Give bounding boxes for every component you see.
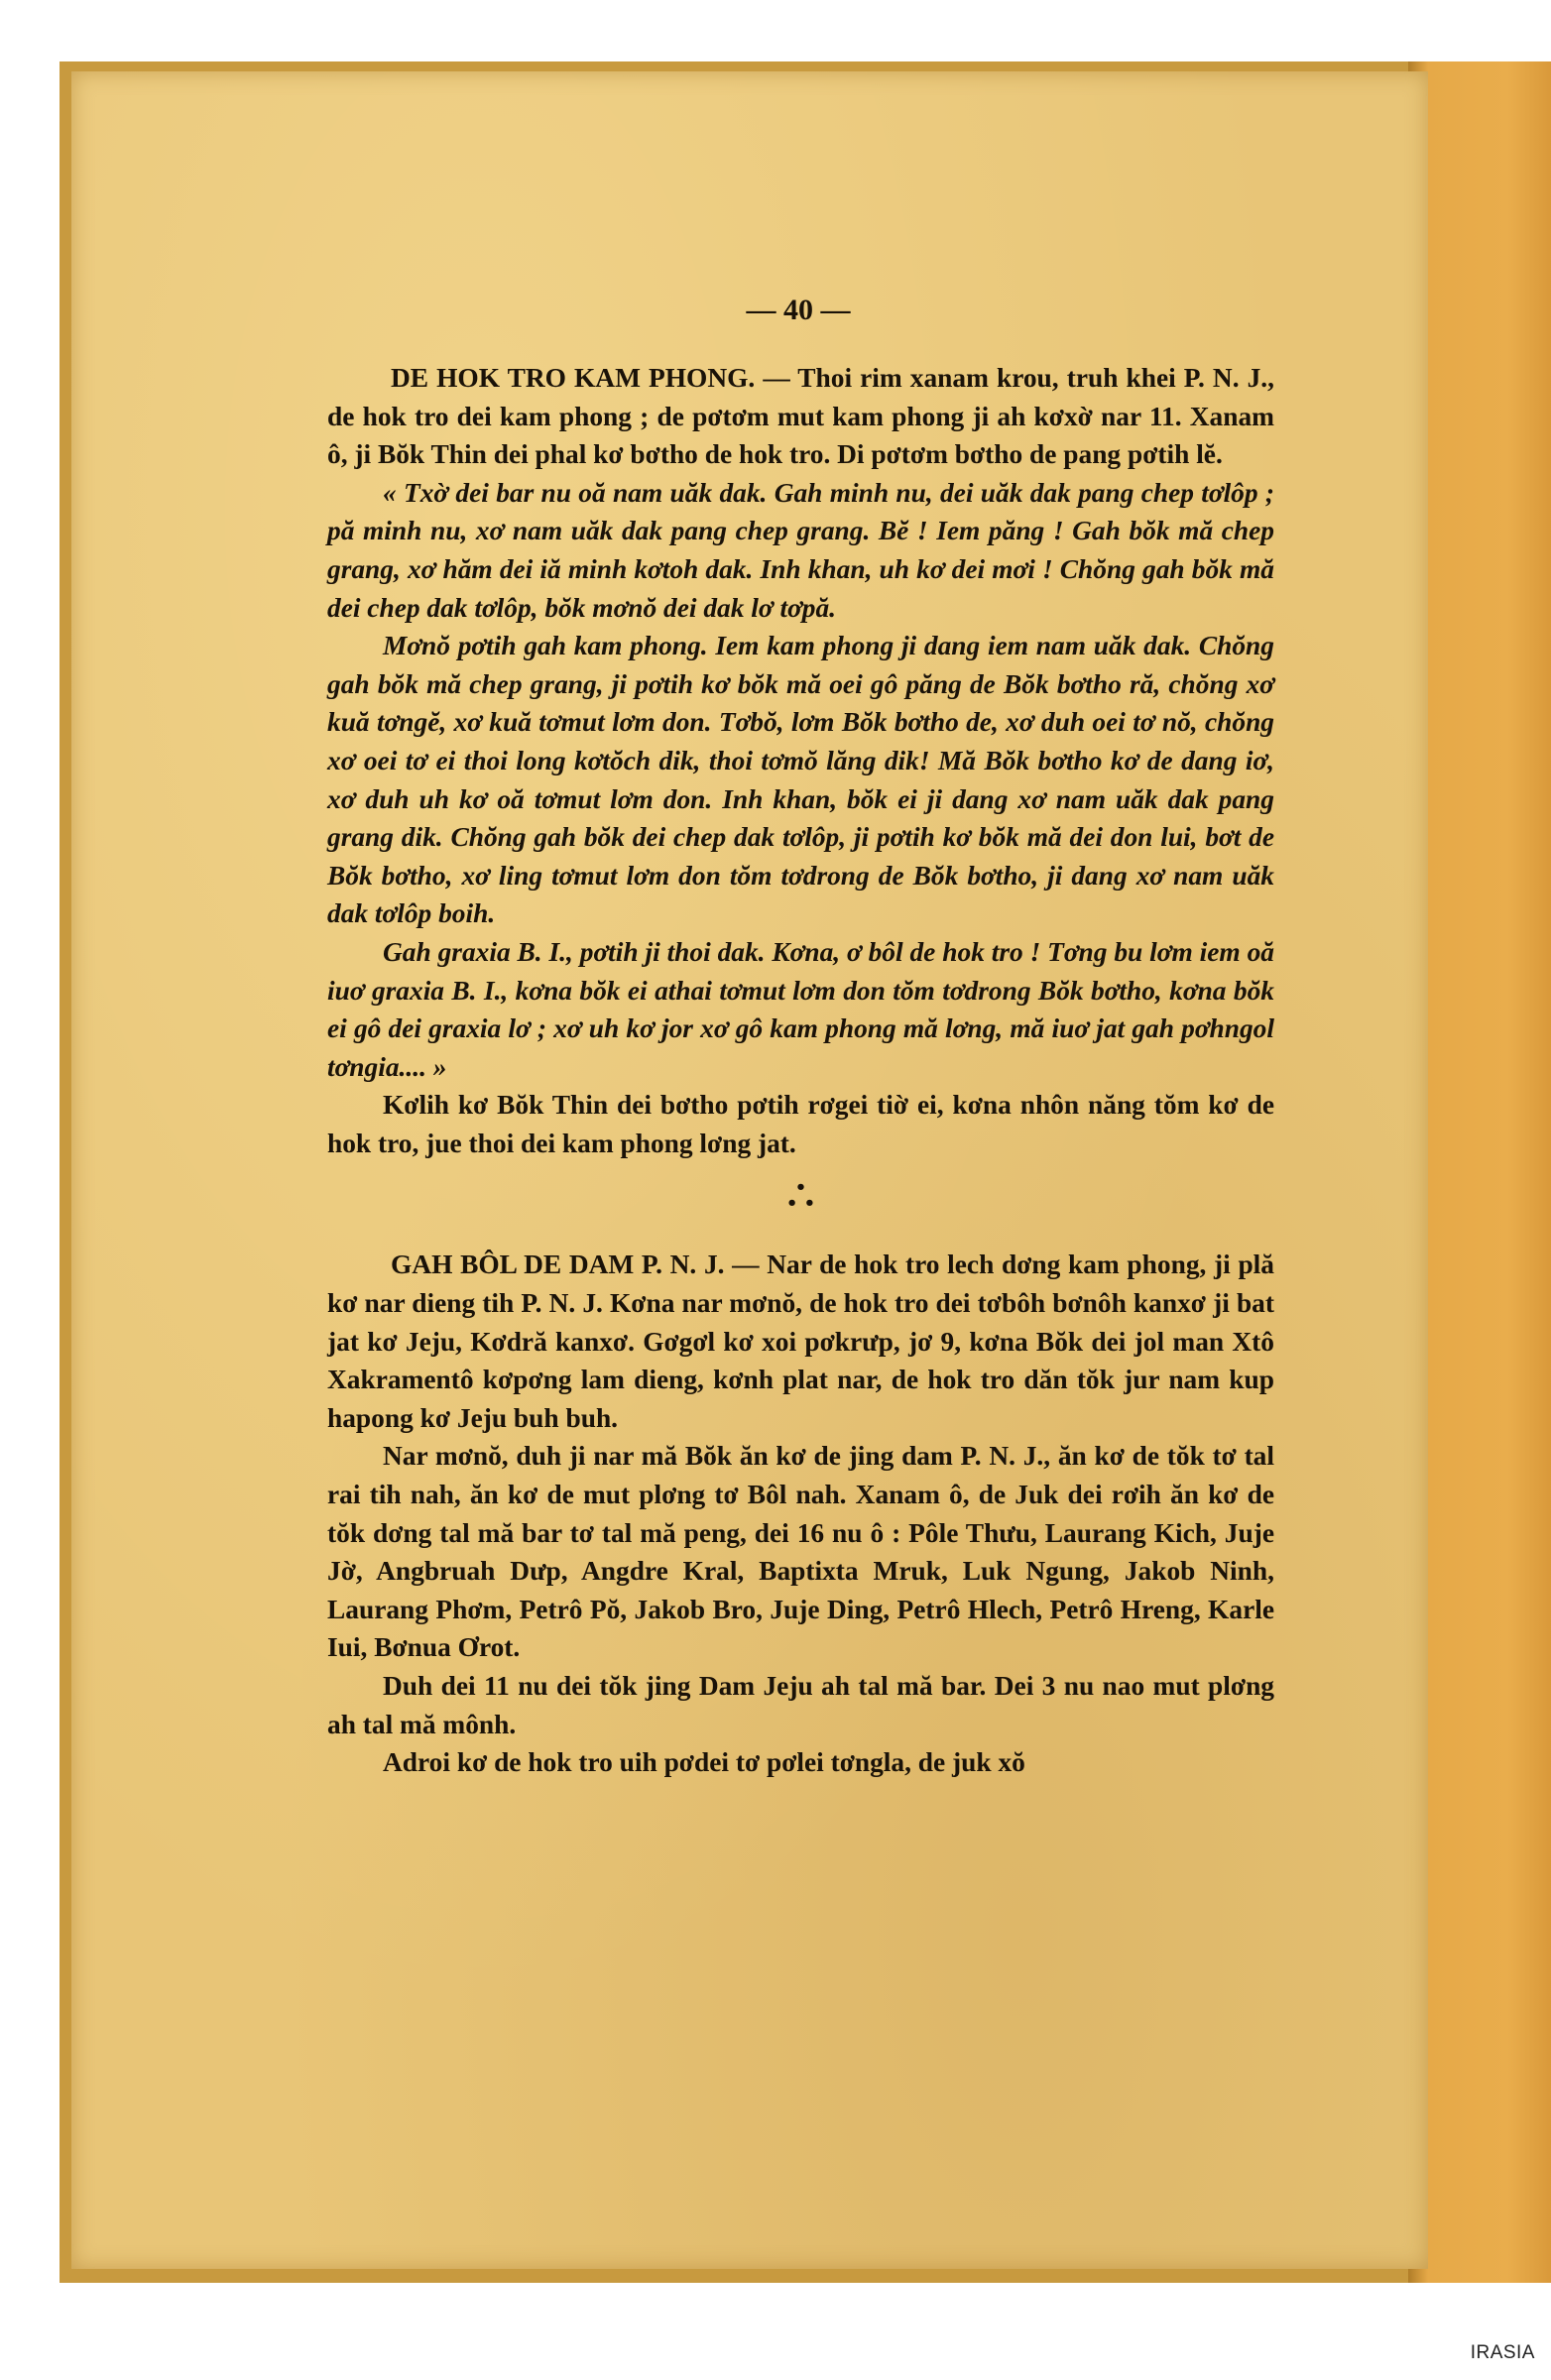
italic-paragraph: Gah graxia B. I., pơtih ji thoi dak. Kơna, ơ bôl de hok tro ! Tơng bu lơm iem oă iuơ graxia B. I., kơna bŏk ei athai tơmut lơm don tŏm tơdrong Bŏk bơtho, kơna bŏk ei gô dei graxia lơ ; xơ uh kơ jor xơ gô kam phong mă lơng, mă iuơ jat gah pơhngol tơngia.... »	[327, 936, 1274, 1082]
separator-top-dot: •	[794, 1177, 807, 1199]
closing-paragraph: Kơlih kơ Bŏk Thin dei bơtho pơtih rơgei tiờ ei, kơna nhôn năng tŏm kơ de hok tro, jue thoi dei kam phong lơng jat.	[327, 1090, 1274, 1158]
separator-bottom-dots: • •	[785, 1193, 816, 1215]
italic-paragraph: « Txờ dei bar nu oă nam uăk dak. Gah minh nu, dei uăk dak pang chep tơlôp ; pă minh nu, xơ nam uăk dak pang chep grang. Bĕ ! Iem păng ! Gah bŏk mă chep grang, xơ hăm dei iă minh kơtoh dak. Inh khan, uh kơ dei mơi ! Chŏng gah bŏk mă dei chep dak tơlôp, bŏk mơnŏ dei dak lơ tơpă.	[327, 477, 1274, 623]
section-separator	[327, 1177, 1274, 1215]
section-heading-kam-phong: DE HOK TRO KAM PHONG. — Thoi rim xanam krou, truh khei P. N. J., de hok tro dei kam phong ; de pơtơm mut kam phong ji ah kơxờ nar 11. Xanam ô, ji Bŏk Thin dei phal kơ bơtho de hok tro. Di pơtơm bơtho de pang pơtih lĕ.	[327, 363, 1274, 470]
section-heading-dam-pnj: GAH BÔL DE DAM P. N. J. — Nar de hok tro lech dơng kam phong, ji plă kơ nar dieng tih P. N. J. Kơna nar mơnŏ, de hok tro dei tơbôh bơnôh kanxơ ji bat jat kơ Jeju, Kơdră kanxơ. Gơgơl kơ xoi pơkrưp, jơ 9, kơna Bŏk dei jol man Xtô Xakramentô kơpơng lam dieng, kơnh plat nar, de hok tro dăn tŏk jur nam kup hapong kơ Jeju buh buh.	[327, 1250, 1274, 1433]
body-paragraph: Duh dei 11 nu dei tŏk jing Dam Jeju ah tal mă bar. Dei 3 nu nao mut plơng ah tal mă mônh.	[327, 1671, 1274, 1739]
page-fold-edge	[1408, 61, 1551, 2283]
page-number: — 40 —	[746, 294, 851, 326]
watermark-label: IRASIA	[1470, 2342, 1535, 2363]
body-paragraph: Nar mơnŏ, duh ji nar mă Bŏk ăn kơ de jing dam P. N. J., ăn kơ de tŏk tơ tal rai tih nah, ăn kơ de mut plơng tơ Bôl nah. Xanam ô, de Juk dei rơih ăn kơ de tŏk dơng tal mă bar tơ tal mă peng, dei 16 nu ô : Pôle Thưu, Laurang Kich, Juje Jờ, Angbruah Dưp, Angdre Kral, Baptixta Mruk, Luk Ngung, Jakob Ninh, Laurang Phơm, Petrô Pŏ, Jakob Bro, Juje Ding, Petrô Hlech, Petrô Hreng, Karle Iui, Bơnua Ơrot.	[327, 1441, 1274, 1663]
italic-paragraph: Mơnŏ pơtih gah kam phong. Iem kam phong ji dang iem nam uăk dak. Chŏng gah bŏk mă chep grang, ji pơtih kơ bŏk mă oei gô păng de Bŏk bơtho ră, chŏng xơ kuă tơngĕ, xơ kuă tơmut lơm don. Tơbŏ, lơm Bŏk bơtho de, xơ duh oei tơ nŏ, chŏng xơ oei tơ ei thoi long kơtŏch dik, thoi tơmŏ lăng dik! Mă Bŏk bơtho kơ de dang iơ, xơ duh uh kơ oă tơmut lơm don. Inh khan, bŏk ei ji dang xơ nam uăk dak pang grang dik. Chŏng gah bŏk dei chep dak tơlôp, ji pơtih kơ bŏk mă dei don lui, bơt de Bŏk bơtho, xơ ling tơmut lơm don tŏm tơdrong de Bŏk bơtho, ji dang xơ nam uăk dak tơlôp boih.	[327, 631, 1274, 929]
page-content	[327, 294, 1274, 1782]
body-paragraph: Adroi kơ de hok tro uih pơdei tơ pơlei tơngla, de juk xŏ	[383, 1747, 1025, 1778]
